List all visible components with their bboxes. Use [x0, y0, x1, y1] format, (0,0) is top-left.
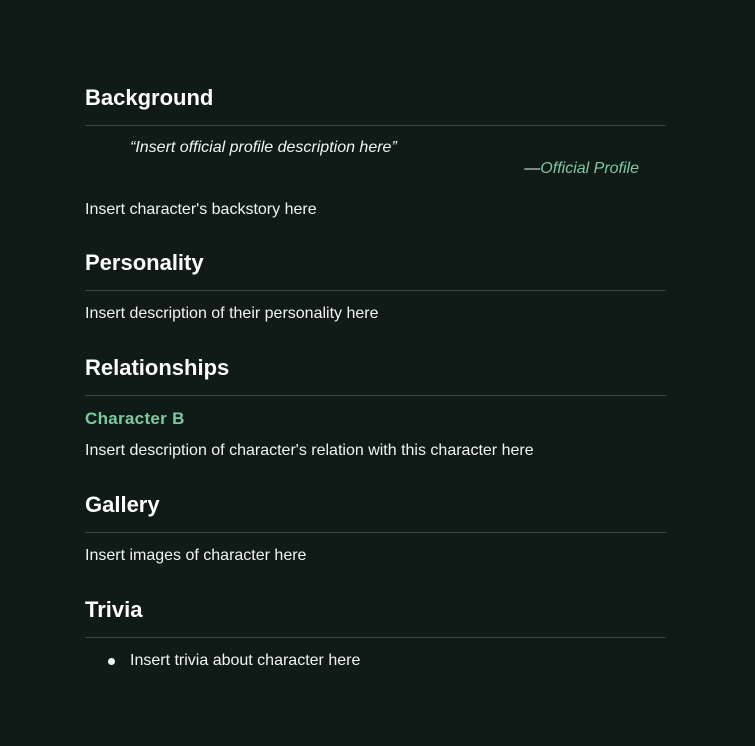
backstory-text: Insert character's backstory here	[85, 201, 317, 218]
gallery-body	[85, 546, 666, 566]
quote-dash: —	[524, 160, 541, 177]
relationships-heading: Relationships	[85, 355, 230, 380]
background-body	[85, 200, 666, 220]
section-divider	[85, 637, 666, 638]
personality-heading: Personality	[85, 250, 204, 275]
trivia-body	[85, 651, 666, 671]
relationship-body	[85, 441, 666, 461]
official-profile-link[interactable]: Official Profile	[540, 160, 639, 177]
gallery-text: Insert images of character here	[85, 547, 307, 564]
gallery-heading: Gallery	[85, 492, 160, 517]
list-item	[85, 651, 666, 671]
personality-text: Insert description of their personality here	[85, 305, 379, 322]
relationships-section	[85, 354, 666, 396]
personality-section	[85, 249, 666, 291]
bullet-icon	[108, 658, 115, 665]
relationship-entry	[85, 408, 666, 430]
section-divider	[85, 290, 666, 291]
trivia-list	[85, 651, 666, 671]
relationship-name: Character B	[85, 409, 185, 428]
trivia-section	[85, 596, 666, 638]
trivia-text: Insert trivia about character here	[130, 652, 361, 669]
section-divider	[85, 395, 666, 396]
trivia-heading: Trivia	[85, 597, 143, 622]
profile-quote	[130, 138, 639, 179]
section-divider	[85, 125, 666, 126]
relationship-text: Insert description of character's relation with this character here	[85, 442, 534, 459]
gallery-section	[85, 491, 666, 533]
quote-citation	[130, 159, 639, 179]
section-divider	[85, 532, 666, 533]
background-section	[85, 84, 666, 126]
background-heading: Background	[85, 85, 214, 110]
quote-text: “Insert official profile description here”	[130, 139, 397, 156]
personality-body	[85, 304, 666, 324]
